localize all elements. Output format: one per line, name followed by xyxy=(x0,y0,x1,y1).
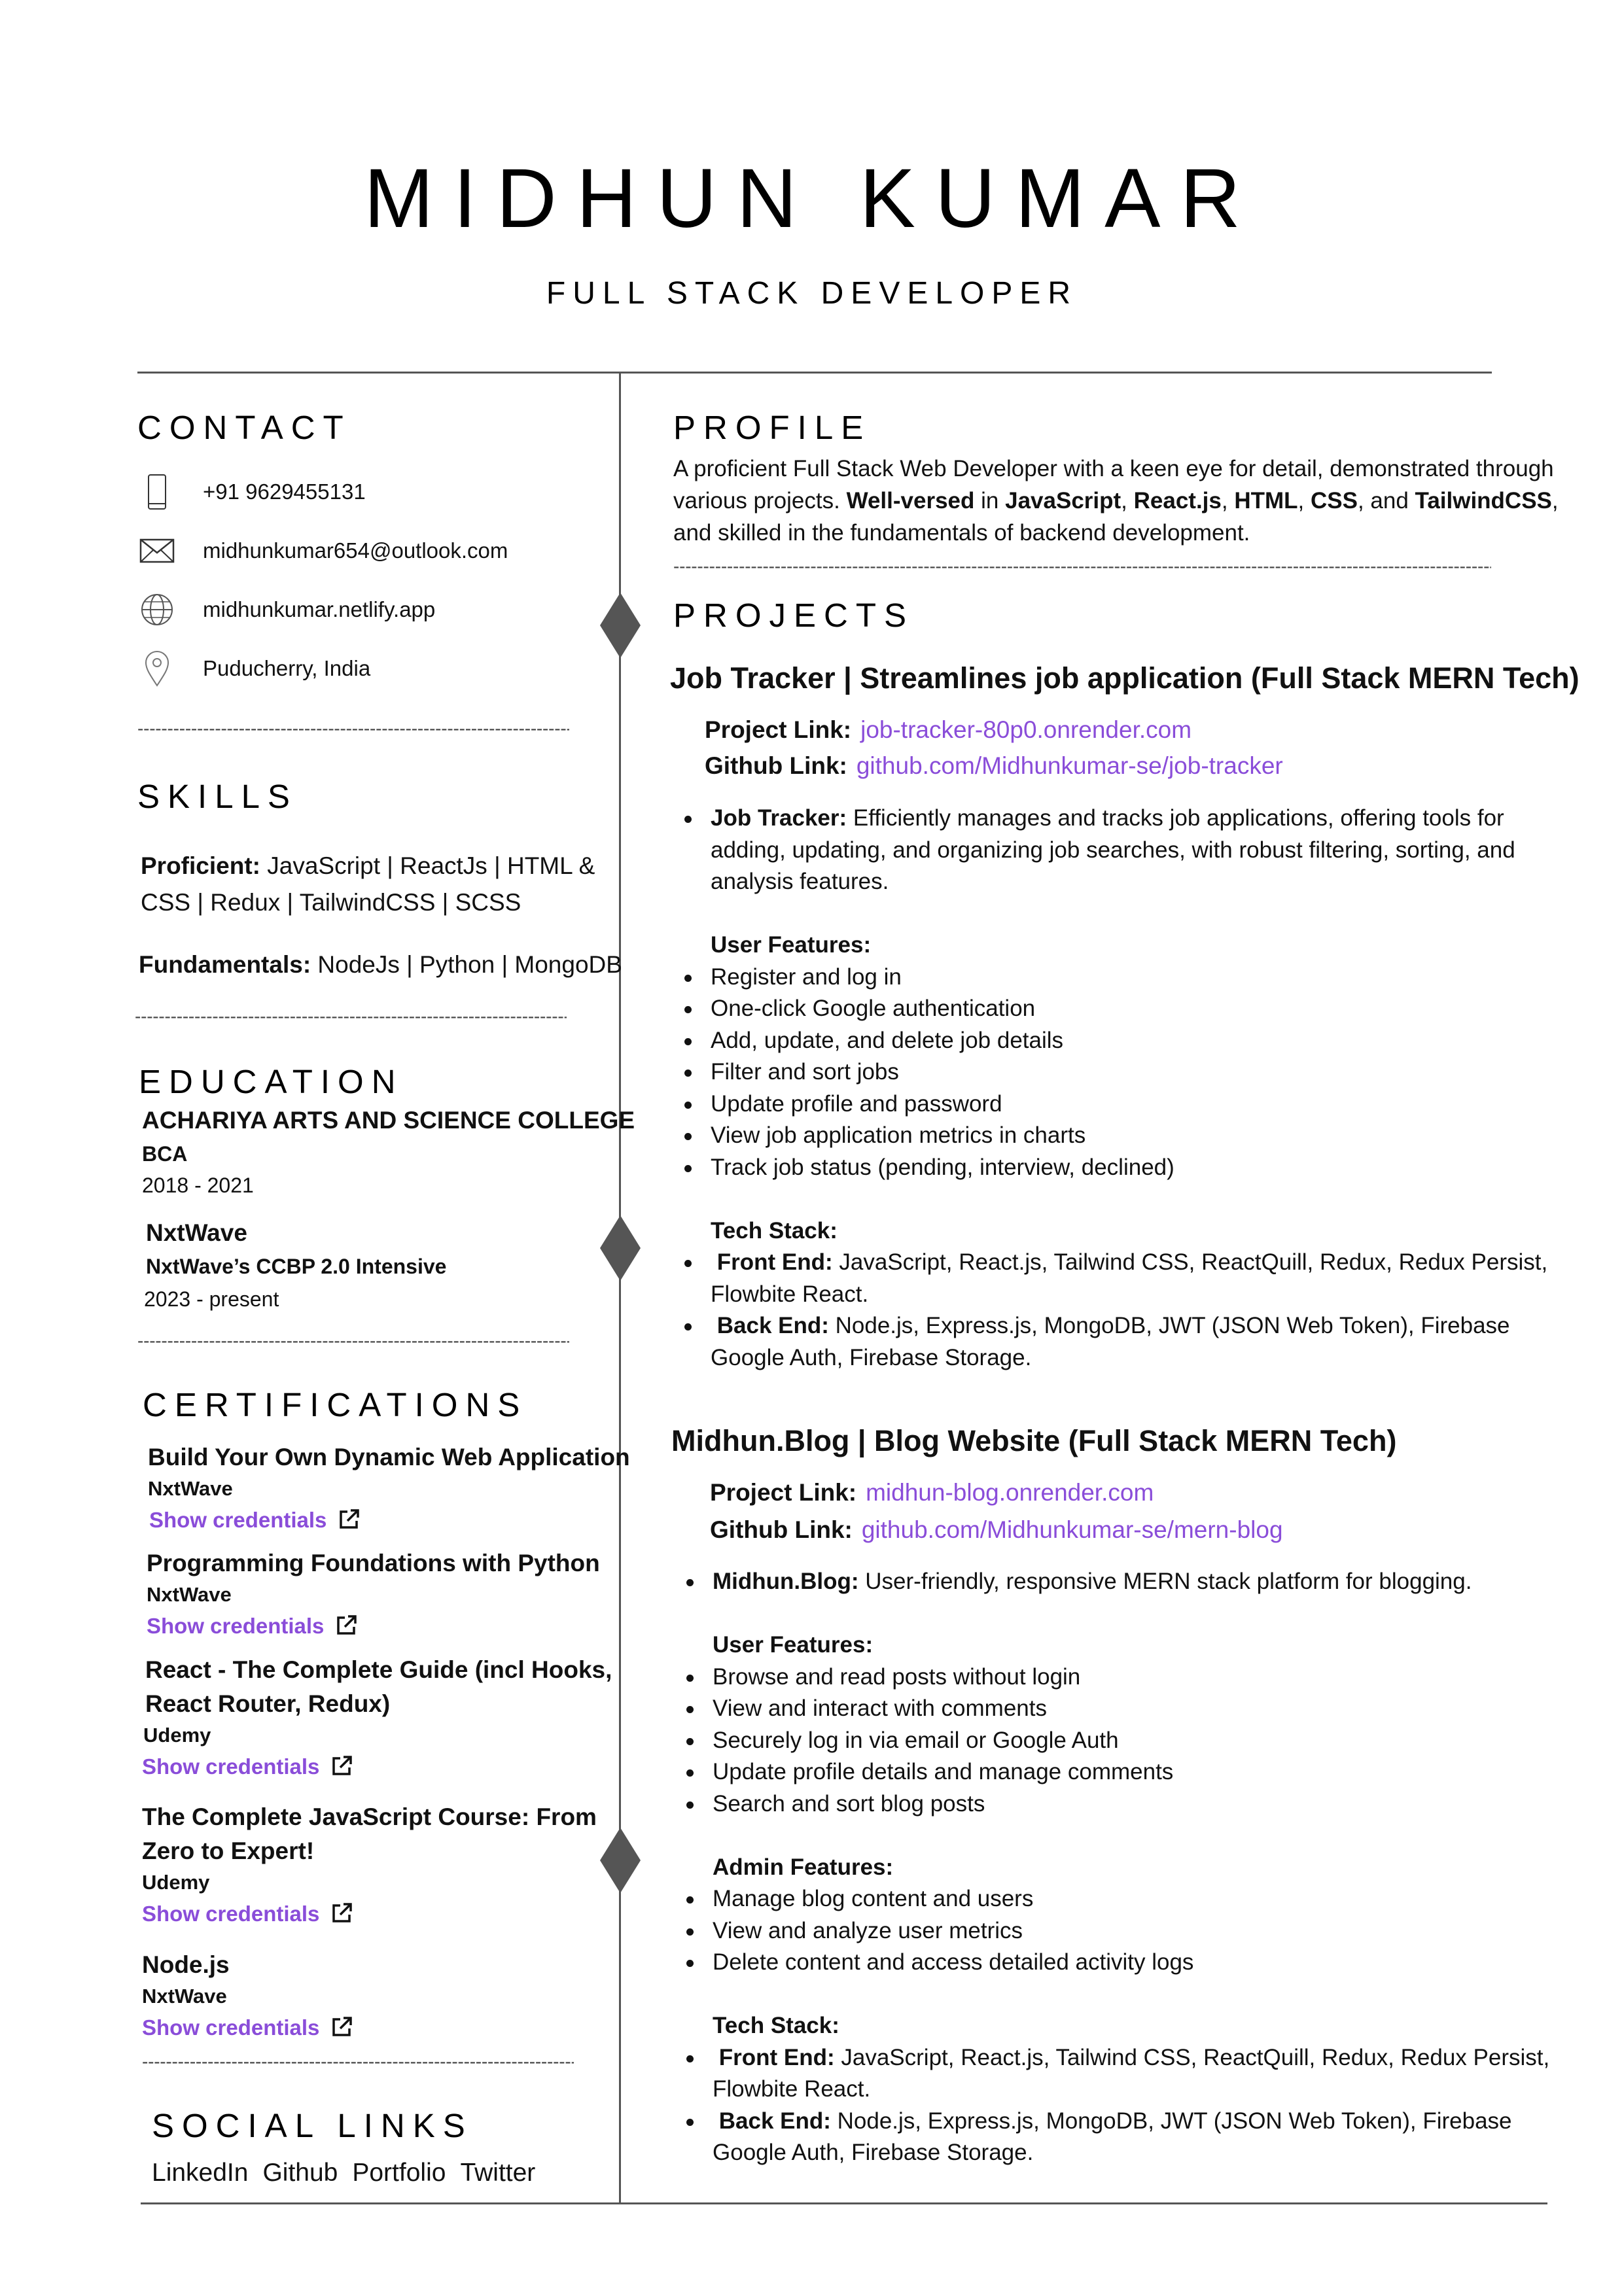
certification-title: React - The Complete Guide (incl Hooks, React Router, Redux) xyxy=(145,1656,612,1717)
fundamentals-list: NodeJs | Python | MongoDB xyxy=(317,951,622,978)
certifications-heading: CERTIFICATIONS xyxy=(143,1386,528,1423)
website-url[interactable]: midhunkumar.netlify.app xyxy=(203,597,436,621)
feature-item: Manage blog content and users xyxy=(679,1883,1581,1915)
feature-item: View job application metrics in charts xyxy=(677,1120,1580,1152)
phone-icon xyxy=(137,472,177,512)
certification-issuer: NxtWave xyxy=(147,1583,232,1606)
feature-item: Update profile details and manage comments xyxy=(679,1756,1581,1788)
feature-item: Add, update, and delete job details xyxy=(677,1025,1580,1057)
github-link-row xyxy=(705,754,1283,778)
certification-item xyxy=(148,1440,645,1531)
contact-location xyxy=(137,649,595,688)
certification-issuer: NxtWave xyxy=(148,1477,233,1500)
project-title: Midhun.Blog | Blog Website (Full Stack MERN Tech) xyxy=(671,1424,1397,1457)
contact-email xyxy=(137,531,595,570)
project-details xyxy=(677,803,1580,1374)
external-link-icon xyxy=(330,2015,353,2039)
phone-number: +91 9629455131 xyxy=(203,479,366,504)
projects-heading: PROJECTS xyxy=(673,597,915,634)
show-credentials-label: Show credentials xyxy=(142,1754,320,1779)
proficient-list-line2: CSS | Redux | TailwindCSS | SCSS xyxy=(141,889,521,916)
project-link-label: Project Link: xyxy=(710,1479,857,1506)
external-link-icon xyxy=(330,1902,353,1925)
section-separator xyxy=(137,720,569,738)
github-link[interactable]: Github xyxy=(262,2159,338,2187)
tech-stack-heading: Tech Stack: xyxy=(713,2013,839,2038)
certification-issuer: Udemy xyxy=(143,1724,211,1747)
certification-issuer: NxtWave xyxy=(142,1985,227,2008)
education-dates: 2018 - 2021 xyxy=(142,1174,254,1197)
feature-item: Search and sort blog posts xyxy=(679,1788,1581,1820)
feature-item: View and interact with comments xyxy=(679,1693,1581,1725)
feature-item: Delete content and access detailed activity logs xyxy=(679,1947,1581,1979)
education-degree: NxtWave’s CCBP 2.0 Intensive xyxy=(146,1255,447,1278)
profile-heading: PROFILE xyxy=(673,409,872,446)
show-credentials-link[interactable] xyxy=(142,1754,616,1778)
project-summary: Job Tracker: Efficiently manages and tracks job applications, offering tools for adding, updating, and organizing job searches, with robust filtering, sorting, and analysis features. xyxy=(677,803,1580,898)
github-repo-link[interactable]: github.com/Midhunkumar-se/job-tracker xyxy=(856,752,1283,779)
proficient-list-line1: JavaScript | ReactJs | HTML & xyxy=(267,852,595,879)
user-features-heading: User Features: xyxy=(711,932,872,958)
show-credentials-link[interactable] xyxy=(142,1902,600,1925)
header-divider xyxy=(137,372,1492,374)
certification-issuer: Udemy xyxy=(142,1871,210,1894)
profile-summary: A proficient Full Stack Web Developer with a keen eye for detail, demonstrated through various projects. Well-versed in JavaScript, React.js, HTML, CSS, and TailwindCSS, and skilled in the fundamentals of backend development. xyxy=(673,456,1559,546)
certification-title: Programming Foundations with Python xyxy=(147,1550,600,1576)
project-link-row xyxy=(710,1480,1154,1505)
certification-item xyxy=(147,1546,644,1637)
feature-item: Filter and sort jobs xyxy=(677,1056,1580,1088)
divider-diamond xyxy=(600,593,641,658)
divider-diamond xyxy=(600,1215,641,1281)
external-link-icon xyxy=(330,1754,353,1778)
external-link-icon xyxy=(334,1614,358,1637)
feature-item: Track job status (pending, interview, declined) xyxy=(677,1152,1580,1184)
mail-icon xyxy=(137,531,177,570)
social-links xyxy=(152,2159,535,2187)
show-credentials-link[interactable] xyxy=(149,1508,645,1531)
section-separator xyxy=(137,1332,569,1350)
education-school: ACHARIYA ARTS AND SCIENCE COLLEGE xyxy=(142,1107,635,1134)
feature-item: Register and log in xyxy=(677,962,1580,994)
location-pin-icon xyxy=(137,649,177,688)
footer-divider xyxy=(141,2202,1547,2204)
external-link-icon xyxy=(337,1508,361,1531)
feature-item: View and analyze user metrics xyxy=(679,1915,1581,1947)
twitter-link[interactable]: Twitter xyxy=(460,2159,536,2187)
portfolio-link[interactable]: Portfolio xyxy=(352,2159,446,2187)
project-summary: Midhun.Blog: User-friendly, responsive MERN stack platform for blogging. xyxy=(679,1566,1581,1598)
skills-heading: SKILLS xyxy=(137,778,298,815)
project-link[interactable]: midhun-blog.onrender.com xyxy=(866,1479,1154,1506)
certification-title: The Complete JavaScript Course: From Zero to Expert! xyxy=(142,1803,597,1864)
contact-website xyxy=(137,590,595,629)
admin-features-heading: Admin Features: xyxy=(713,1854,894,1880)
tech-backend: Back End: Node.js, Express.js, MongoDB, JWT (JSON Web Token), Firebase Google Auth, Firebase Storage. xyxy=(677,1310,1580,1374)
globe-icon xyxy=(137,590,177,629)
github-link-label: Github Link: xyxy=(705,752,847,779)
show-credentials-label: Show credentials xyxy=(142,2015,320,2040)
tech-frontend: Front End: JavaScript, React.js, Tailwind CSS, ReactQuill, Redux, Redux Persist, Flowbite React. xyxy=(679,2042,1581,2106)
user-features-heading: User Features: xyxy=(713,1632,874,1658)
contact-heading: CONTACT xyxy=(137,409,351,446)
divider-diamond xyxy=(600,1828,641,1893)
project-details xyxy=(679,1566,1581,2169)
email-address[interactable]: midhunkumar654@outlook.com xyxy=(203,538,508,563)
show-credentials-label: Show credentials xyxy=(147,1613,325,1638)
tech-stack-heading: Tech Stack: xyxy=(711,1217,838,1244)
certification-item xyxy=(142,1653,616,1779)
feature-item: Securely log in via email or Google Auth xyxy=(679,1725,1581,1757)
show-credentials-link[interactable] xyxy=(147,1614,644,1637)
contact-phone xyxy=(137,472,595,512)
candidate-role: FULL STACK DEVELOPER xyxy=(546,276,1078,311)
social-links-heading: SOCIAL LINKS xyxy=(152,2107,473,2144)
fundamentals-label: Fundamentals: xyxy=(139,951,311,978)
github-repo-link[interactable]: github.com/Midhunkumar-se/mern-blog xyxy=(861,1516,1283,1543)
education-dates: 2023 - present xyxy=(144,1287,279,1311)
show-credentials-label: Show credentials xyxy=(142,1901,320,1926)
skills-fundamentals xyxy=(139,947,623,983)
project-link[interactable]: job-tracker-80p0.onrender.com xyxy=(860,716,1192,743)
candidate-name: MIDHUN KUMAR xyxy=(364,152,1260,245)
education-school: NxtWave xyxy=(146,1219,247,1246)
show-credentials-label: Show credentials xyxy=(149,1507,327,1532)
education-degree: BCA xyxy=(142,1142,188,1166)
project-link-row xyxy=(705,718,1192,742)
skills-proficient-cont xyxy=(141,884,612,921)
tech-backend: Back End: Node.js, Express.js, MongoDB, JWT (JSON Web Token), Firebase Google Auth, Firebase Storage. xyxy=(679,2106,1581,2169)
github-link-label: Github Link: xyxy=(710,1516,853,1543)
location-text: Puducherry, India xyxy=(203,656,371,680)
certification-title: Node.js xyxy=(142,1951,230,1978)
certification-title: Build Your Own Dynamic Web Application xyxy=(148,1444,630,1470)
section-separator xyxy=(142,2053,574,2071)
feature-item: Update profile and password xyxy=(677,1088,1580,1121)
linkedin-link[interactable]: LinkedIn xyxy=(152,2159,249,2187)
skills-proficient xyxy=(141,848,612,884)
section-separator xyxy=(135,1007,567,1026)
show-credentials-link[interactable] xyxy=(142,2015,639,2039)
education-heading: EDUCATION xyxy=(139,1063,404,1100)
proficient-label: Proficient: xyxy=(141,852,260,879)
section-separator xyxy=(673,557,1491,576)
project-title: Job Tracker | Streamlines job application (Full Stack MERN Tech) xyxy=(670,661,1580,695)
github-link-row xyxy=(710,1518,1283,1542)
feature-item: Browse and read posts without login xyxy=(679,1661,1581,1694)
tech-frontend: Front End: JavaScript, React.js, Tailwind CSS, ReactQuill, Redux, Redux Persist, Flowbite React. xyxy=(677,1247,1580,1310)
feature-item: One-click Google authentication xyxy=(677,993,1580,1025)
certification-item xyxy=(142,1800,600,1925)
certification-item xyxy=(142,1948,639,2039)
project-link-label: Project Link: xyxy=(705,716,852,743)
